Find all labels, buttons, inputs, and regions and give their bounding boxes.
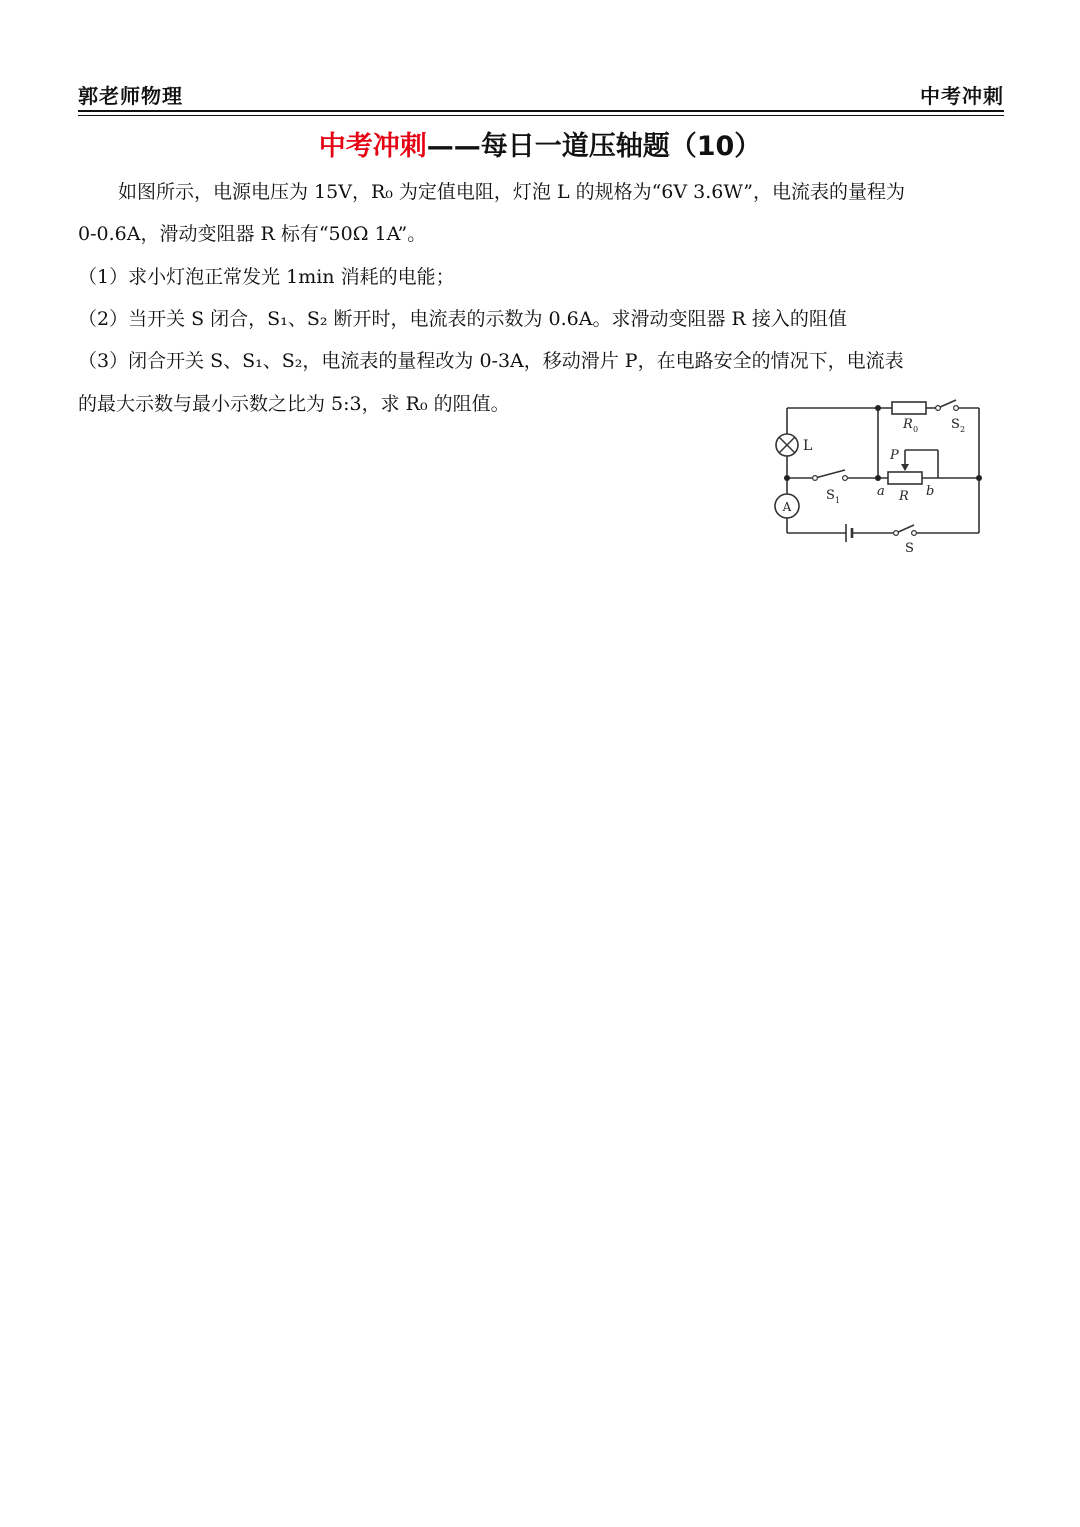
s2-subscript: 2 [960,425,966,434]
r0-label: R [903,417,913,432]
header-rule-thick [78,110,1004,112]
circuit-diagram [765,393,995,563]
rheostat-label: R [899,489,909,504]
header-author: 郭老师物理 [78,84,183,108]
page-title [0,124,1080,163]
s-label: S [905,541,914,556]
r0-subscript: 0 [913,425,919,434]
title-highlight: 中考冲刺 [318,131,427,162]
question-3-line2: 的最大示数与最小示数之比为 5:3，求 R₀ 的阻值。 [78,393,510,415]
slider-arrow [901,464,909,471]
terminal-a-label: a [877,484,885,499]
page-header [78,78,1004,112]
rheostat [888,472,922,484]
s2-label: S [951,417,960,432]
header-rule-thin [78,115,1004,116]
problem-intro-line1: 如图所示，电源电压为 15V，R₀ 为定值电阻，灯泡 L 的规格为“6V 3.6W”，电流表的量程为 [118,181,905,203]
ammeter-label: A [782,500,792,514]
s1-label: S [826,488,835,503]
title-rest: ——每日一道压轴题（10） [426,131,762,162]
s1-subscript: 1 [835,496,841,505]
lamp-label: L [803,438,813,454]
question-3-line1: （3）闭合开关 S、S₁、S₂，电流表的量程改为 0-3A，移动滑片 P，在电路安全的情况下，电流表 [78,350,904,372]
slider-p-label: P [890,448,899,463]
question-1: （1）求小灯泡正常发光 1min 消耗的电能； [78,266,455,288]
lamp-icon [776,434,798,456]
header-section: 中考冲刺 [920,84,1004,108]
terminal-b-label: b [926,484,935,499]
question-2: （2）当开关 S 闭合，S₁、S₂ 断开时，电流表的示数为 0.6A。求滑动变阻器 R 接入的阻值 [78,308,847,330]
problem-intro-line2: 0-0.6A，滑动变阻器 R 标有“50Ω 1A”。 [78,223,427,245]
r0-resistor [892,402,926,414]
